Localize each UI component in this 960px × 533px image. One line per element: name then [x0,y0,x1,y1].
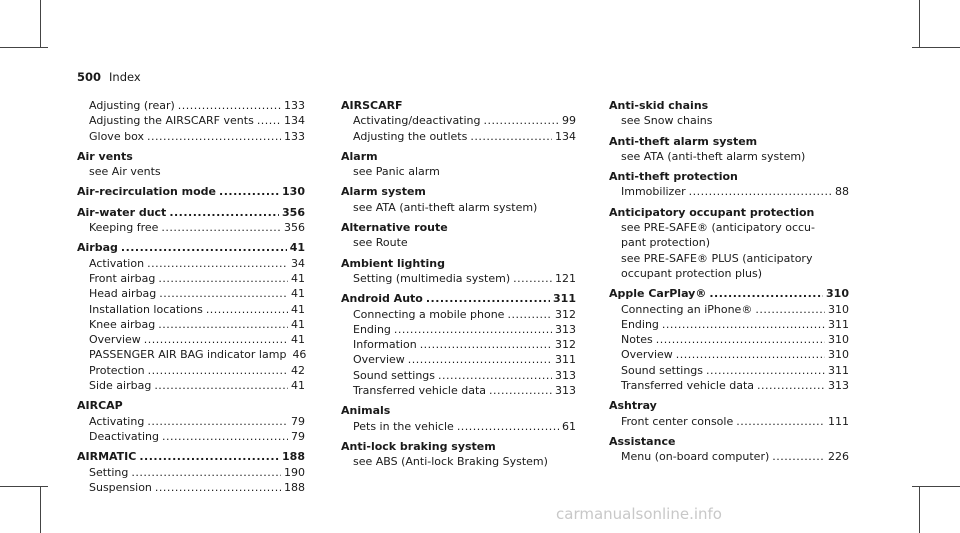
index-subentry [77,271,305,286]
entry-text: Ambient lighting [341,256,445,270]
dot-leader [438,368,552,383]
dot-leader [772,449,825,464]
entry-text: Activation [89,256,145,270]
entry-text: Connecting an iPhone® [621,302,753,316]
entry-page: 310 [828,333,849,347]
entry-text: Anti-theft alarm system [609,134,758,148]
index-subentry [77,98,305,113]
entry-page: 311 [828,363,849,377]
index-heading [609,286,849,301]
index-subentry [77,465,305,480]
index-subentry [77,220,305,235]
entry-page: 311 [828,317,849,331]
dot-leader [147,129,281,144]
entry-text: Transferred vehicle data [353,384,487,398]
index-subentry [341,352,576,367]
entry-text: Anticipatory occupant protection [609,205,815,219]
index-subentry [609,184,849,199]
entry-text: AIRCAP [77,399,123,413]
entry-text: see PRE-SAFE® (anticipatory occu- [621,221,815,235]
index-heading [77,240,305,255]
entry-text: pant protection) [621,236,710,250]
entry-page: 312 [555,338,576,352]
entry-page: 356 [282,205,305,219]
entry-page: 134 [284,114,305,128]
entry-text: see Panic alarm [353,165,440,179]
entry-text: see ABS (Anti-lock Braking System) [353,455,548,469]
index-see-ref [609,235,849,250]
index-subentry [609,347,849,362]
dot-leader [161,220,281,235]
dot-leader [709,286,823,301]
entry-text: Adjusting the AIRSCARF vents [89,114,254,128]
entry-page: 34 [291,256,305,270]
index-subentry [77,256,305,271]
entry-text: Immobilizer [621,185,686,199]
entry-page: 61 [562,419,576,433]
index-subentry [609,317,849,332]
index-heading [341,403,576,418]
entry-page: 121 [555,271,576,285]
page-number: 500 [77,70,102,84]
entry-text: Setting (multimedia system) [353,271,511,285]
index-see-ref [341,164,576,179]
index-subentry [77,414,305,429]
index-subentry [77,113,305,128]
entry-page: 41 [289,241,305,255]
entry-text: Information [353,338,417,352]
dot-leader [689,184,832,199]
entry-text: Deactivating [89,429,159,443]
index-subentry [77,378,305,393]
entry-page: 41 [291,317,305,331]
dot-leader [154,378,288,393]
dot-leader [219,184,279,199]
dot-leader [457,419,559,434]
entry-text: Front center console [621,414,734,428]
index-heading [77,184,305,199]
entry-text: Assistance [609,434,676,448]
index-see-ref [341,235,576,250]
entry-page: 313 [555,322,576,336]
entry-page: 79 [291,429,305,443]
index-see-ref [609,266,849,281]
index-see-ref [77,164,305,179]
entry-page: 79 [291,414,305,428]
dot-leader [144,332,288,347]
entry-page: 46 [292,348,307,362]
crop-mark [912,47,960,48]
dot-leader [206,302,288,317]
entry-text: Air-water duct [77,205,167,219]
index-subentry [609,378,849,393]
index-heading [609,398,849,413]
crop-mark [912,486,960,487]
entry-text: Side airbag [89,379,152,393]
entry-page: 310 [828,348,849,362]
entry-text: AIRSCARF [341,99,403,112]
index-subentry [341,271,576,286]
index-subentry [77,129,305,144]
dot-leader [426,291,550,306]
entry-text: Menu (on-board computer) [621,450,770,464]
entry-text: Air vents [77,149,133,163]
entry-page: 226 [828,450,849,464]
entry-text: see Air vents [89,165,161,179]
entry-text: Installation locations [89,302,203,316]
index-subentry [77,332,305,347]
dot-leader [257,113,281,128]
entry-text: see Route [353,236,408,250]
entry-text: Overview [353,353,405,367]
entry-text: Alternative route [341,221,448,235]
entry-text: Activating [89,414,145,428]
dot-leader [121,240,287,255]
entry-text: Animals [341,404,391,418]
index-see-ref [609,113,849,128]
dot-leader [178,98,281,113]
dot-leader [158,271,288,286]
dot-leader [155,480,281,495]
dot-leader [139,449,279,464]
entry-text: see ATA (anti-theft alarm system) [353,200,538,214]
index-subentry [609,332,849,347]
entry-text: Android Auto [341,292,423,306]
entry-page: 188 [282,450,305,464]
dot-leader [755,302,825,317]
entry-page: 41 [291,333,305,347]
dot-leader [470,129,552,144]
index-subentry [609,302,849,317]
entry-page: 41 [291,302,305,316]
entry-text: Adjusting the outlets [353,129,468,143]
entry-page: 312 [555,307,576,321]
dot-leader [706,363,825,378]
entry-text: see ATA (anti-theft alarm system) [621,149,806,163]
entry-page: 190 [284,465,305,479]
dot-leader [162,429,288,444]
entry-text: Adjusting (rear) [89,99,175,112]
dot-leader [656,332,825,347]
entry-text: Activating/deactivating [353,114,481,128]
entry-page: 88 [835,185,849,199]
index-heading [609,98,849,113]
entry-text: see Snow chains [621,114,713,128]
index-subentry [609,363,849,378]
entry-page: 134 [555,129,576,143]
index-heading [609,169,849,184]
entry-page: 133 [284,129,305,143]
entry-page: 310 [826,287,849,301]
entry-text: Airbag [77,241,118,255]
index-heading [609,205,849,220]
entry-page: 313 [555,384,576,398]
index-subentry [341,307,576,322]
dot-leader [408,352,552,367]
entry-page: 99 [562,114,576,128]
index-subentry [341,337,576,352]
dot-leader [676,347,825,362]
entry-text: Pets in the vehicle [353,419,454,433]
index-heading [77,149,305,164]
entry-text: Ending [353,322,391,336]
dot-leader [662,317,825,332]
crop-mark [40,0,41,48]
entry-text: Protection [89,363,145,377]
entry-text: Sound settings [621,363,704,377]
index-heading [77,205,305,220]
index-see-ref [609,251,849,266]
entry-text: Anti-lock braking system [341,439,496,453]
dot-leader [147,256,288,271]
dot-leader [507,307,552,322]
index-heading [609,134,849,149]
entry-text: Setting [89,465,129,479]
dot-leader [169,205,279,220]
crop-mark [0,47,48,48]
entry-page: 133 [284,99,305,112]
crop-mark [919,486,920,533]
index-subentry [341,129,576,144]
dot-leader [159,286,288,301]
index-heading [341,291,576,306]
entry-page: 310 [828,302,849,316]
entry-text: AIRMATIC [77,450,137,464]
crop-mark [919,0,920,48]
index-heading [341,184,576,199]
entry-text: Glove box [89,129,144,143]
index-subentry [341,383,576,398]
index-subentry [77,480,305,495]
entry-page: 311 [553,292,576,306]
index-subentry [341,113,576,128]
index-subentry [77,286,305,301]
index-heading [341,220,576,235]
entry-page: 356 [284,221,305,235]
dot-leader [736,414,825,429]
dot-leader [484,113,559,128]
dot-leader [158,317,288,332]
entry-text: Knee airbag [89,317,156,331]
entry-text: Anti-skid chains [609,99,709,112]
entry-text: Air-recirculation mode [77,185,217,199]
index-subentry [609,414,849,429]
entry-text: Overview [89,333,141,347]
crop-mark [0,486,48,487]
entry-text: Alarm system [341,185,426,199]
dot-leader [489,383,552,398]
entry-text: Head airbag [89,287,157,301]
entry-text: see PRE-SAFE® PLUS (anticipatory [621,251,813,265]
index-subentry [341,368,576,383]
dot-leader [147,414,288,429]
entry-text: Front airbag [89,271,156,285]
entry-text: Notes [621,333,653,347]
index-see-ref [609,149,849,164]
entry-text: Apple CarPlay® [609,287,707,301]
dot-leader [394,322,552,337]
entry-text: Sound settings [353,368,436,382]
entry-page: 313 [828,379,849,393]
entry-text: Connecting a mobile phone [353,307,505,321]
index-subentry [77,317,305,332]
dot-leader [131,465,281,480]
entry-text: Overview [621,348,673,362]
index-subentry [341,419,576,434]
index-heading [609,434,849,449]
entry-text: Ending [621,317,659,331]
entry-page: 41 [291,287,305,301]
index-heading [77,449,305,464]
index-subentry [77,429,305,444]
index-heading [341,98,576,113]
index-column-2 [341,98,576,470]
crop-mark [40,486,41,533]
entry-text: Suspension [89,480,152,494]
index-see-ref [341,200,576,215]
section-title: Index [109,70,141,84]
entry-page: 130 [282,185,305,199]
entry-text: PASSENGER AIR BAG indicator lamp [89,348,287,362]
entry-page: 41 [291,379,305,393]
entry-text: occupant protection plus) [621,266,763,280]
entry-text: Anti-theft protection [609,170,738,184]
dot-leader [148,363,288,378]
page-header [77,70,141,84]
index-column-3 [609,98,849,465]
entry-page: 41 [291,271,305,285]
watermark: carmanualsonline.info [556,505,722,523]
index-subentry [77,347,305,362]
index-subentry [77,302,305,317]
index-see-ref [609,220,849,235]
entry-page: 188 [284,480,305,494]
index-subentry [609,449,849,464]
index-heading [341,256,576,271]
entry-text: Ashtray [609,399,657,413]
entry-text: Transferred vehicle data [621,379,755,393]
index-heading [341,149,576,164]
entry-text: Alarm [341,149,378,163]
dot-leader [513,271,552,286]
entry-text: Keeping free [89,221,159,235]
index-column-1 [77,98,305,495]
index-heading [341,439,576,454]
index-subentry [341,322,576,337]
entry-page: 313 [555,368,576,382]
entry-page: 111 [828,414,849,428]
index-heading [77,398,305,413]
dot-leader [757,378,825,393]
entry-page: 42 [291,363,305,377]
index-see-ref [341,454,576,469]
index-subentry [77,363,305,378]
entry-page: 311 [555,353,576,367]
dot-leader [420,337,552,352]
